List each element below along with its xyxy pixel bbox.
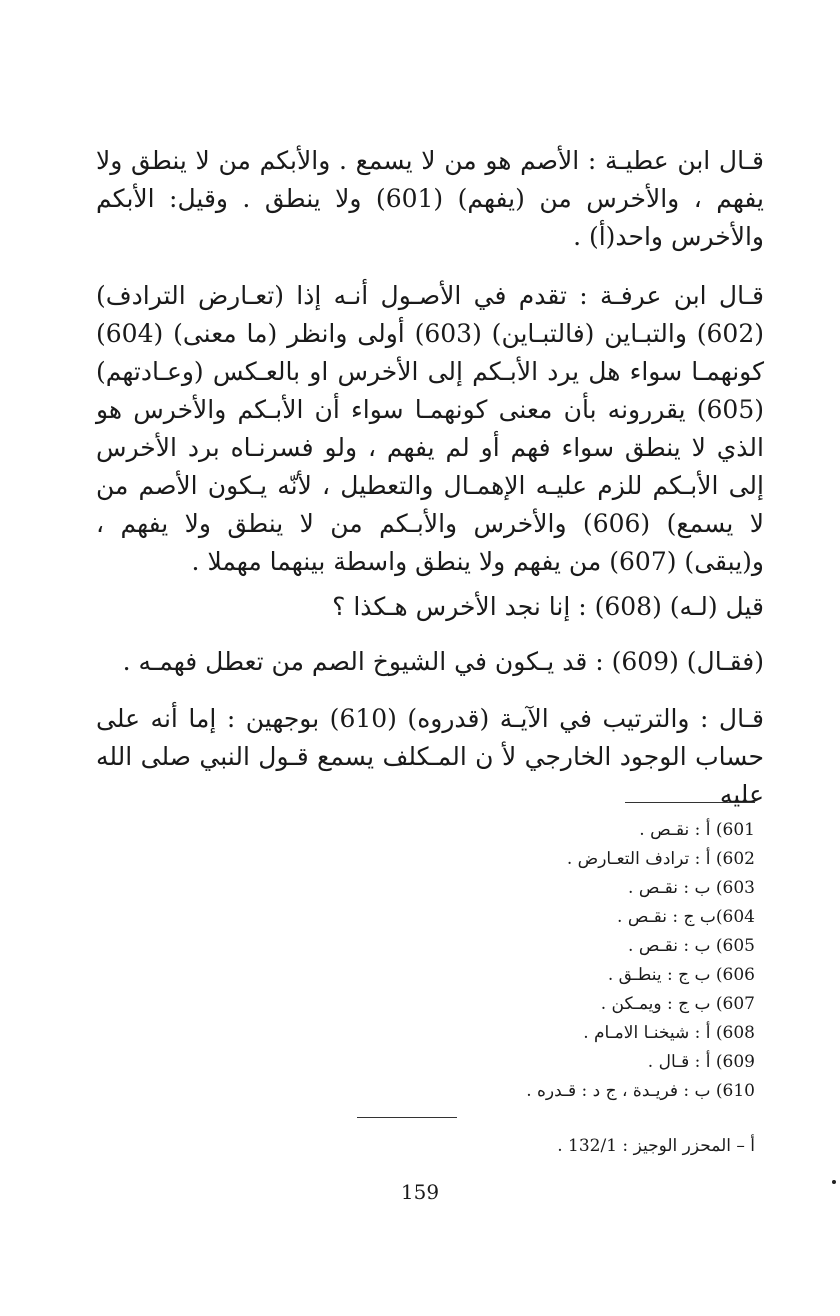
footnote-item: 606) ب ج : ينطـق . (607, 965, 755, 985)
footnote-item: 601) أ : نقـص . (639, 820, 755, 840)
footnote-item: 604)ب ج : نقـص . (617, 907, 755, 927)
footnote-item: 608) أ : شيخنـا الامـام . (583, 1023, 755, 1043)
paragraph-ibn-atiyya: قـال ابن عطيـة : الأصم هو من لا يسمع . والأبكم من لا ينطق ولا يفهم ، والأخرس من (يفهم) (601) ولا ينطق . وقيل: الأبكم والأخرس واحد(أ) . (96, 146, 764, 251)
source-note: أ – المحزر الوجيز : 132/1 . (557, 1136, 755, 1156)
footnote-item: 607) ب ج : ويمـكن . (600, 994, 755, 1014)
page-number: 159 (400, 1180, 440, 1204)
footnote-divider (625, 802, 755, 803)
footnote-item: 602) أ : ترادف التعـارض . (566, 849, 755, 869)
scan-mark (832, 1180, 836, 1184)
footnotes-list (360, 816, 755, 1106)
footnote-item: 603) ب : نقـص . (628, 878, 755, 898)
paragraph-ibn-arafa: قـال ابن عرفـة : تقدم في الأصـول أنـه إذا (تعـارض الترادف) (602) والتبـاين (فالتبـاين) (603) أولى وانظر (ما معنى) (604) كونهمـا سواء هل يرد الأبـكم إلى الأخرس او بالعـكس (وعـادتهم) (605) يقررونه بأن معنى كونهمـا سواء أن الأبـكم والأخرس هو الذي لا ينطق سواء فهم أو لم يفهم ، ولو فسرنـاه برد الأخرس إلى الأبـكم للزم عليـه الإهمـال والتعطيل ، لأنّه يـكون الأصم من لا يسمع) (606) والأخرس والأبـكم من لا ينطق ولا يفهم ، و(يبقى) (607) من يفهم ولا ينطق واسطة بينهما مهملا . (96, 281, 765, 576)
paragraph-question: قيل (لـه) (608) : إنا نجد الأخرس هـكذا ؟ (332, 592, 764, 621)
footnote-item: 605) ب : نقـص . (628, 936, 755, 956)
footnote-item: 609) أ : قـال . (647, 1052, 755, 1072)
paragraph-ordering: قـال : والترتيب في الآيـة (قدروه) (610) بوجهين : إما أنه على حساب الوجود الخارجي لأ ن المـكلف يسمع قـول النبي صلى الله عليه (96, 704, 764, 809)
paragraph-answer: (فقـال) (609) : قد يـكون في الشيوخ الصم من تعطل فهمـه . (122, 647, 764, 676)
source-divider (357, 1117, 457, 1118)
footnote-item: 610) ب : فريـدة ، ج د : قـدره . (526, 1081, 755, 1101)
